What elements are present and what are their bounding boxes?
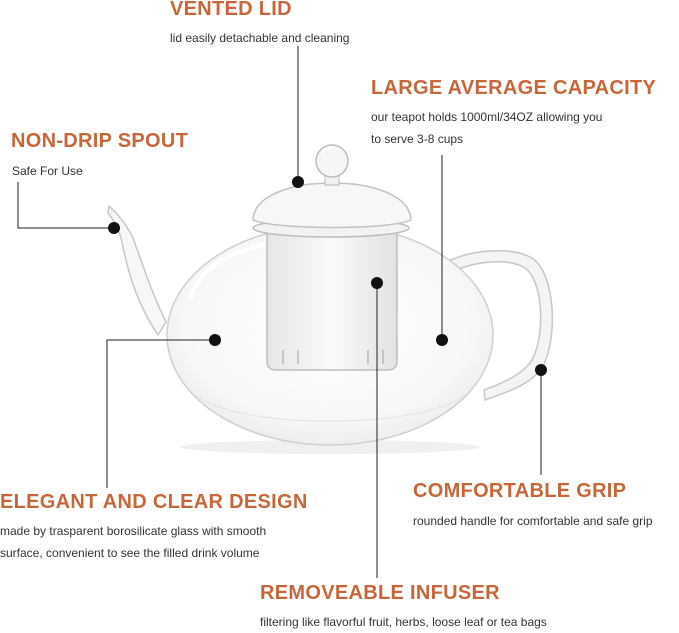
capacity-title: LARGE AVERAGE CAPACITY xyxy=(371,77,657,99)
vented-lid-title: VENTED LID xyxy=(170,0,292,20)
capacity-desc-line2: to serve 3-8 cups xyxy=(371,132,464,146)
callout-dot-icon xyxy=(209,334,221,346)
callout-dot-icon xyxy=(292,176,304,188)
callout-dot-icon xyxy=(108,222,120,234)
vented-lid-desc: lid easily detachable and cleaning xyxy=(170,31,350,45)
callout-dot-icon xyxy=(436,334,448,346)
callout-dot-icon xyxy=(535,364,547,376)
infuser-desc: filtering like flavorful fruit, herbs, loose leaf or tea bags xyxy=(260,615,547,629)
teapot-lid xyxy=(253,183,411,228)
spout-title: NON-DRIP SPOUT xyxy=(11,130,189,152)
grip-title: COMFORTABLE GRIP xyxy=(413,480,627,502)
spout-leader xyxy=(18,182,112,228)
design-desc-line2: surface, convenient to see the filled drink volume xyxy=(0,546,260,560)
capacity-desc-line1: our teapot holds 1000ml/34OZ allowing you xyxy=(371,110,603,124)
lid-knob xyxy=(316,145,348,177)
infuser-title: REMOVEABLE INFUSER xyxy=(260,582,500,604)
design-desc-line1: made by trasparent borosilicate glass with smooth xyxy=(0,524,267,538)
design-title: ELEGANT AND CLEAR DESIGN xyxy=(0,491,308,513)
callout-dot-icon xyxy=(371,277,383,289)
grip-desc: rounded handle for comfortable and safe grip xyxy=(413,514,653,528)
spout-desc: Safe For Use xyxy=(12,164,83,178)
